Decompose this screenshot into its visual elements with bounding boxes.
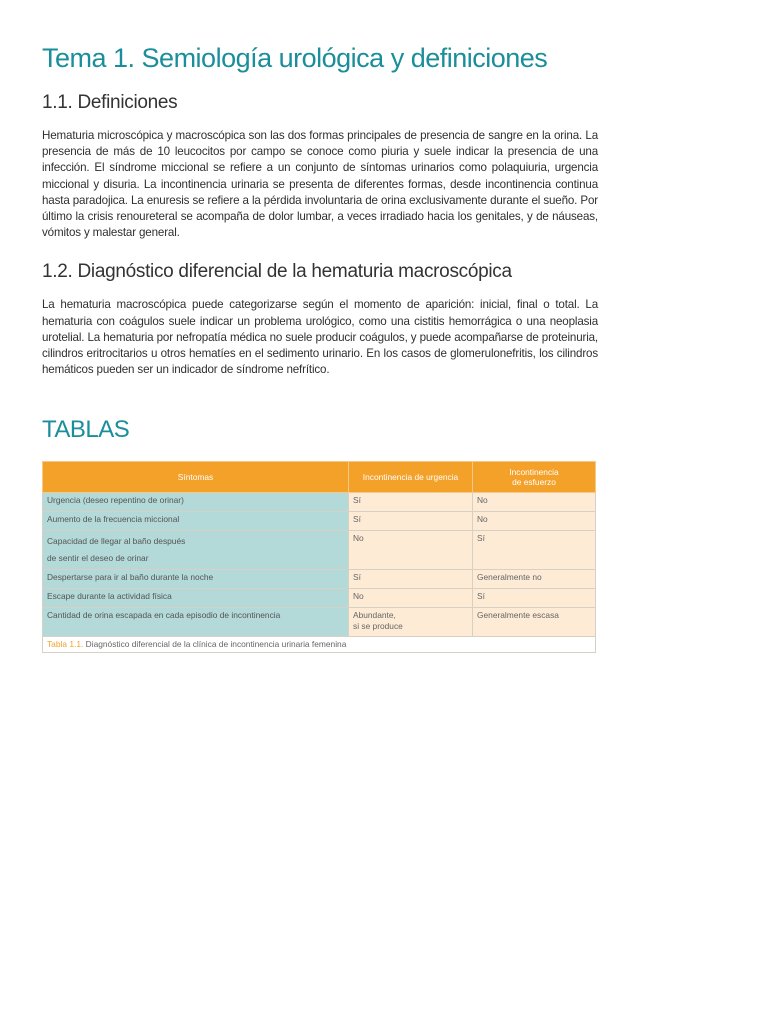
table-row [43,608,596,637]
tables-heading: TABLAS [42,416,130,444]
incontinence-table [42,461,596,653]
document-page [42,40,598,653]
cell-urgencia: Sí [349,570,473,589]
table-row [43,493,596,512]
cell-urgencia: No [349,531,473,570]
section-heading-definiciones: 1.1. Definiciones [42,92,178,113]
table-row [43,512,596,531]
chapter-title: Tema 1. Semiología urológica y definiciones [42,43,548,73]
caption-text: Diagnóstico diferencial de la clínica de incontinencia urinaria femenina [85,639,347,650]
cell-symptom: Cantidad de orina escapada en cada episodio de incontinencia [43,608,349,637]
table-row [43,570,596,589]
header-sintomas: Síntomas [43,462,349,493]
table-caption-row [43,637,596,653]
cell-urgencia: No [349,589,473,608]
cell-symptom: Aumento de la frecuencia miccional [43,512,349,531]
header-urgencia: Incontinencia de urgencia [349,462,473,493]
cell-esfuerzo: Sí [473,589,596,608]
cell-urgencia: Sí [349,493,473,512]
caption-label: Tabla 1.1. [47,639,84,650]
cell-esfuerzo: Generalmente no [473,570,596,589]
paragraph-definiciones: Hematuria microscópica y macroscópica son las dos formas principales de presencia de sangre en la orina. La presencia de más de 10 leucocitos por campo se conoce como piuria y suele indicar la presencia de una infección. El síndrome miccional se refiere a un conjunto de síntomas urinarios como polaquiuria, urgencia miccional y disuria. La incontinencia urinaria se presenta de diferentes formas, desde incontinencia continua hasta paradojica. La enuresis se refiere a la pérdida involuntaria de orina exclusivamente durante el sueño. Por último la crisis renoureteral se acompaña de dolor lumbar, a veces irradiado hacia los genitales, y de náuseas, vómitos y malestar general. [42,129,598,240]
table-row [43,589,596,608]
table-row [43,531,596,570]
cell-urgencia: Sí [349,512,473,531]
cell-esfuerzo: No [473,493,596,512]
table-header-row [43,462,596,493]
paragraph-hematuria: La hematuria macroscópica puede categorizarse según el momento de aparición: inicial, final o total. La hematuria con coágulos suele indicar un problema urológico, como una cistitis hemorrágica o una neoplasia urotelial. La hematuria por nefropatía médica no suele producir coágulos, y puede acompañarse de proteinuria, cilindros eritrocitarios u otros hematíes en el sedimento urinario. En los casos de glomerulonefritis, los cilindros hemáticos pueden ser un indicador de síndrome nefrítico. [42,298,598,377]
section-heading-hematuria: 1.2. Diagnóstico diferencial de la hematuria macroscópica [42,261,512,283]
cell-symptom: Capacidad de llegar al baño después de sentir el deseo de orinar [43,531,349,570]
cell-esfuerzo: Generalmente escasa [473,608,596,637]
table-caption [43,637,596,653]
header-esfuerzo: Incontinencia de esfuerzo [473,462,596,493]
cell-symptom: Urgencia (deseo repentino de orinar) [43,493,349,512]
cell-esfuerzo: No [473,512,596,531]
cell-esfuerzo: Sí [473,531,596,570]
cell-urgencia: Abundante, si se produce [349,608,473,637]
cell-symptom: Escape durante la actividad física [43,589,349,608]
cell-symptom: Despertarse para ir al baño durante la noche [43,570,349,589]
